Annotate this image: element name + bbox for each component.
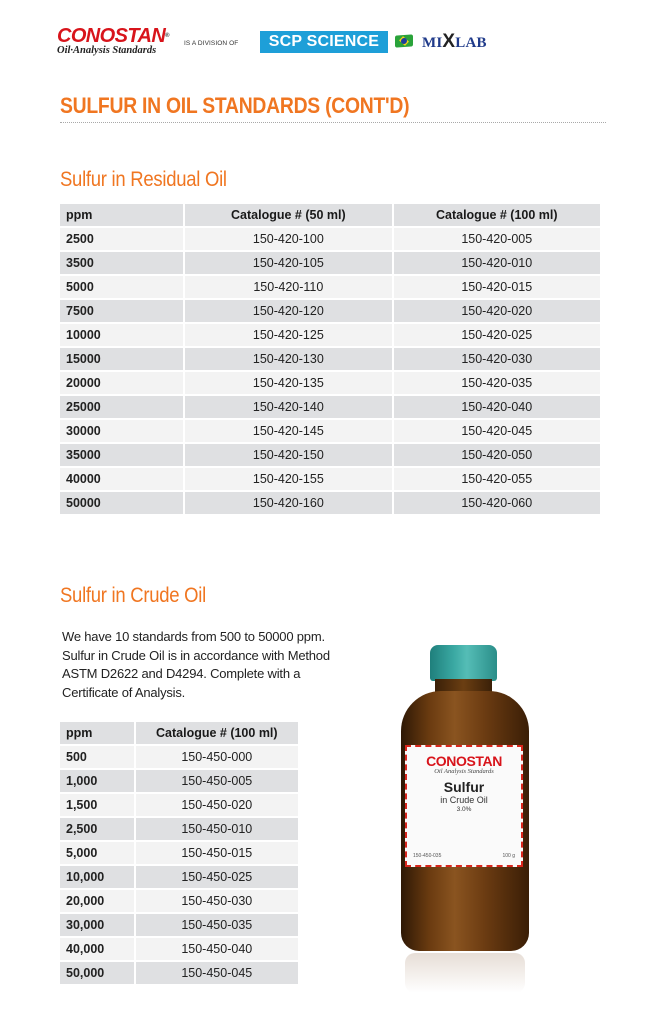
table-row [60, 252, 600, 274]
ppm-cell: 25000 [60, 396, 183, 418]
table-row [60, 348, 600, 370]
table-row [60, 300, 600, 322]
scp-science-logo: SCP SCIENCE [260, 31, 388, 53]
table-row [60, 444, 600, 466]
table-row [60, 866, 298, 888]
mixlab-x: X [442, 31, 456, 52]
mixlab-logo [422, 31, 487, 54]
table-row [60, 372, 600, 394]
header-logos [57, 26, 497, 62]
table-row [60, 468, 600, 490]
column-header-100ml: Catalogue # (100 ml) [394, 204, 600, 226]
catalogue-100ml-cell: 150-420-035 [394, 372, 600, 394]
catalogue-100ml-cell: 150-450-035 [136, 914, 298, 936]
label-concentration: 3.0% [456, 806, 472, 813]
ppm-cell: 50000 [60, 492, 183, 514]
column-header-100ml: Catalogue # (100 ml) [136, 722, 298, 744]
title-divider [60, 122, 606, 123]
bottle-reflection [405, 953, 525, 993]
catalogue-50ml-cell: 150-420-155 [185, 468, 391, 490]
crude-oil-heading: Sulfur in Crude Oil [60, 584, 206, 607]
bottle-label [405, 745, 523, 867]
catalogue-100ml-cell: 150-420-045 [394, 420, 600, 442]
mixlab-right: LAB [455, 35, 487, 51]
catalogue-100ml-cell: 150-420-040 [394, 396, 600, 418]
table-row [60, 324, 600, 346]
crude-oil-description: We have 10 standards from 500 to 50000 ppm. Sulfur in Crude Oil is in accordance with Method ASTM D2622 and D4294. Complete with a Certificate of Analysis. [62, 629, 330, 700]
column-header-ppm: ppm [60, 722, 134, 744]
brazil-flag-icon [395, 34, 413, 47]
ppm-cell: 500 [60, 746, 134, 768]
catalogue-100ml-cell: 150-420-025 [394, 324, 600, 346]
catalogue-100ml-cell: 150-450-015 [136, 842, 298, 864]
ppm-cell: 10000 [60, 324, 183, 346]
catalogue-50ml-cell: 150-420-105 [185, 252, 391, 274]
ppm-cell: 10,000 [60, 866, 134, 888]
table-row [60, 396, 600, 418]
page-title: SULFUR IN OIL STANDARDS (CONT'D) [60, 93, 410, 118]
ppm-cell: 15000 [60, 348, 183, 370]
ppm-cell: 20000 [60, 372, 183, 394]
catalogue-50ml-cell: 150-420-145 [185, 420, 391, 442]
table-row [60, 420, 600, 442]
table-row [60, 962, 298, 984]
ppm-cell: 5000 [60, 276, 183, 298]
ppm-cell: 40,000 [60, 938, 134, 960]
catalogue-50ml-cell: 150-420-135 [185, 372, 391, 394]
label-size: 100 g [502, 853, 515, 859]
table-header-row [60, 722, 298, 744]
catalogue-50ml-cell: 150-420-110 [185, 276, 391, 298]
catalogue-100ml-cell: 150-450-040 [136, 938, 298, 960]
ppm-cell: 5,000 [60, 842, 134, 864]
table-row [60, 890, 298, 912]
ppm-cell: 2500 [60, 228, 183, 250]
table-row [60, 842, 298, 864]
label-matrix: in Crude Oil [440, 795, 488, 805]
catalogue-50ml-cell: 150-420-120 [185, 300, 391, 322]
ppm-cell: 30000 [60, 420, 183, 442]
catalogue-100ml-cell: 150-450-025 [136, 866, 298, 888]
table-row [60, 492, 600, 514]
ppm-cell: 50,000 [60, 962, 134, 984]
catalogue-100ml-cell: 150-450-020 [136, 794, 298, 816]
bottle-cap [430, 645, 497, 681]
catalogue-100ml-cell: 150-420-055 [394, 468, 600, 490]
brand-name: CONOSTAN [57, 25, 166, 47]
registered-mark: ® [165, 33, 169, 39]
ppm-cell: 7500 [60, 300, 183, 322]
catalogue-50ml-cell: 150-420-100 [185, 228, 391, 250]
catalogue-100ml-cell: 150-420-015 [394, 276, 600, 298]
table-row [60, 794, 298, 816]
conostan-logo [57, 26, 169, 57]
table-row [60, 276, 600, 298]
ppm-cell: 1,500 [60, 794, 134, 816]
ppm-cell: 40000 [60, 468, 183, 490]
ppm-cell: 35000 [60, 444, 183, 466]
division-text: IS A DIVISION OF [184, 40, 239, 47]
table-row [60, 770, 298, 792]
column-header-ppm: ppm [60, 204, 183, 226]
catalogue-100ml-cell: 150-420-020 [394, 300, 600, 322]
label-product: Sulfur [443, 779, 485, 795]
catalogue-50ml-cell: 150-420-125 [185, 324, 391, 346]
label-tagline: Oil Analysis Standards [434, 768, 494, 775]
table-header-row [60, 204, 600, 226]
table-row [60, 818, 298, 840]
table-row [60, 746, 298, 768]
catalogue-50ml-cell: 150-420-140 [185, 396, 391, 418]
ppm-cell: 1,000 [60, 770, 134, 792]
catalogue-100ml-cell: 150-450-045 [136, 962, 298, 984]
crude-oil-table [58, 720, 300, 986]
table-row [60, 938, 298, 960]
catalogue-100ml-cell: 150-420-005 [394, 228, 600, 250]
catalogue-100ml-cell: 150-450-005 [136, 770, 298, 792]
label-footer [413, 853, 515, 859]
catalogue-100ml-cell: 150-420-030 [394, 348, 600, 370]
ppm-cell: 30,000 [60, 914, 134, 936]
catalogue-100ml-cell: 150-450-030 [136, 890, 298, 912]
catalogue-100ml-cell: 150-420-060 [394, 492, 600, 514]
ppm-cell: 20,000 [60, 890, 134, 912]
catalogue-50ml-cell: 150-420-130 [185, 348, 391, 370]
ppm-cell: 2,500 [60, 818, 134, 840]
mixlab-left: MI [422, 35, 443, 51]
brand-tagline: Oil·Analysis Standards [57, 45, 157, 56]
product-bottle-image [395, 645, 545, 1015]
residual-oil-table [58, 202, 602, 516]
catalogue-100ml-cell: 150-420-010 [394, 252, 600, 274]
catalogue-100ml-cell: 150-450-010 [136, 818, 298, 840]
table-row [60, 228, 600, 250]
catalogue-50ml-cell: 150-420-150 [185, 444, 391, 466]
catalogue-50ml-cell: 150-420-160 [185, 492, 391, 514]
residual-oil-heading: Sulfur in Residual Oil [60, 168, 227, 191]
table-row [60, 914, 298, 936]
ppm-cell: 3500 [60, 252, 183, 274]
catalogue-100ml-cell: 150-450-000 [136, 746, 298, 768]
label-catalogue: 150-450-035 [413, 853, 442, 859]
catalogue-100ml-cell: 150-420-050 [394, 444, 600, 466]
label-brand: CONOSTAN [426, 753, 502, 769]
column-header-50ml: Catalogue # (50 ml) [185, 204, 391, 226]
